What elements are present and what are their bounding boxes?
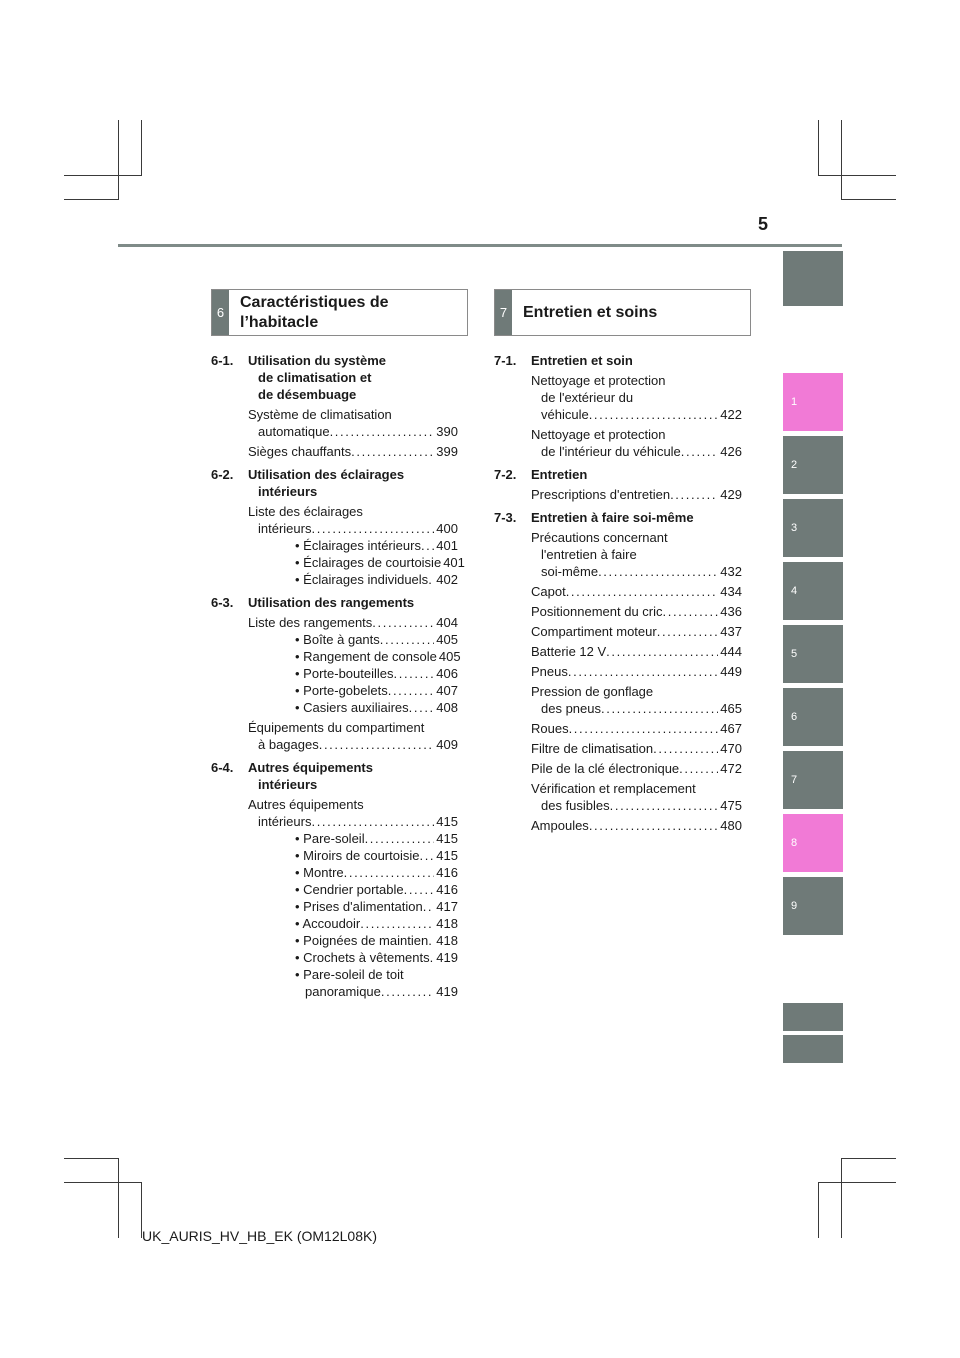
page-ref: 418 bbox=[436, 933, 458, 948]
toc-entry-line bbox=[531, 780, 742, 797]
leader-dots bbox=[663, 603, 719, 620]
chapter-tab-label: 8 bbox=[791, 837, 798, 849]
leader-dots bbox=[598, 563, 718, 580]
toc-entry-line bbox=[248, 719, 458, 736]
toc-entry-text: des pneus bbox=[541, 701, 601, 716]
toc-entry-text: véhicule bbox=[541, 407, 589, 422]
toc-entry-line bbox=[531, 563, 742, 580]
toc-group bbox=[211, 759, 458, 1000]
section-7-title: Entretien et soins bbox=[523, 303, 658, 321]
toc-entry-text: Filtre de climatisation bbox=[531, 741, 654, 756]
toc-entry[interactable] bbox=[248, 614, 461, 716]
page-ref: 399 bbox=[436, 444, 458, 459]
leader-dots bbox=[344, 864, 435, 881]
leader-dots bbox=[670, 486, 718, 503]
toc-subentry[interactable] bbox=[295, 571, 458, 588]
toc-entry-line bbox=[531, 583, 742, 600]
toc-entry-text: Liste des rangements bbox=[248, 615, 373, 630]
page-ref: 408 bbox=[436, 700, 458, 715]
toc-group-title bbox=[531, 509, 742, 526]
toc-group-number: 6-1. bbox=[211, 353, 234, 368]
toc-group-title-line: de désembuage bbox=[258, 387, 357, 402]
toc-entry[interactable] bbox=[531, 643, 742, 660]
toc-entry-line bbox=[248, 503, 458, 520]
chapter-tab-blank[interactable] bbox=[783, 1035, 843, 1063]
toc-subentry-text: • Porte-gobelets bbox=[295, 683, 388, 698]
toc-entry[interactable] bbox=[248, 503, 465, 588]
toc-subentry-text: panoramique bbox=[305, 984, 381, 999]
toc-entry-text: Ampoules bbox=[531, 818, 589, 833]
toc-subentry[interactable] bbox=[295, 864, 458, 881]
leader-dots bbox=[589, 406, 719, 423]
page-ref: 432 bbox=[720, 564, 742, 579]
toc-subentry-text: • Porte-bouteilles bbox=[295, 666, 394, 681]
toc-entry-text: Capot bbox=[531, 584, 566, 599]
toc-entry[interactable] bbox=[248, 443, 458, 460]
toc-entry-text: Batterie 12 V bbox=[531, 644, 607, 659]
toc-entry[interactable] bbox=[531, 817, 742, 834]
toc-entry-text: soi-même bbox=[541, 564, 599, 579]
leader-dots bbox=[566, 583, 719, 600]
leader-dots bbox=[330, 423, 435, 440]
toc-entry-text: l'entretien à faire bbox=[541, 547, 637, 562]
toc-entry-text: Vérification et remplacement bbox=[531, 781, 696, 796]
chapter-tab-label: 7 bbox=[791, 774, 798, 786]
toc-entry[interactable] bbox=[531, 529, 742, 580]
chapter-tab-label: 5 bbox=[791, 648, 798, 660]
page-ref: 401 bbox=[443, 555, 465, 570]
toc-group-title bbox=[248, 352, 458, 403]
toc-entry[interactable] bbox=[531, 663, 742, 680]
toc-group-heading bbox=[211, 466, 458, 500]
toc-subentry[interactable] bbox=[295, 537, 458, 554]
leader-dots bbox=[601, 700, 718, 717]
toc-entry-line bbox=[531, 529, 742, 546]
toc-subentry[interactable] bbox=[295, 830, 458, 847]
toc-subentry-text: • Montre bbox=[295, 865, 344, 880]
section-6-number: 6 bbox=[212, 290, 229, 335]
toc-entry-line bbox=[531, 443, 742, 460]
leader-dots bbox=[319, 736, 435, 753]
leader-dots bbox=[421, 537, 434, 554]
leader-dots bbox=[568, 663, 718, 680]
toc-entry[interactable] bbox=[531, 760, 742, 777]
toc-group-title-line: Utilisation des rangements bbox=[248, 595, 415, 610]
toc-subentry[interactable] bbox=[295, 631, 458, 648]
toc-entry-line bbox=[531, 663, 742, 680]
toc-group-heading bbox=[211, 352, 458, 403]
toc-entry-text: Autres équipements bbox=[248, 797, 364, 812]
toc-entry-line bbox=[248, 614, 458, 631]
leader-dots bbox=[365, 830, 435, 847]
page-ref: 434 bbox=[720, 584, 742, 599]
toc-group-title bbox=[248, 759, 458, 793]
toc-column-6 bbox=[211, 352, 465, 1006]
leader-dots bbox=[589, 817, 718, 834]
toc-group-number: 6-3. bbox=[211, 595, 234, 610]
toc-group-title bbox=[248, 466, 458, 500]
page-ref: 449 bbox=[720, 664, 742, 679]
toc-subentry-text: • Cendrier portable bbox=[295, 882, 404, 897]
page-ref: 409 bbox=[436, 737, 458, 752]
toc-subentry[interactable] bbox=[295, 648, 461, 665]
leader-dots bbox=[569, 720, 719, 737]
toc-subentry-text: • Casiers auxiliaires bbox=[295, 700, 409, 715]
page-ref: 416 bbox=[436, 882, 458, 897]
toc-entry-line bbox=[531, 683, 742, 700]
page-ref: 470 bbox=[720, 741, 742, 756]
toc-entry-text: Équipements du compartiment bbox=[248, 720, 425, 735]
chapter-tab-label: 6 bbox=[791, 711, 798, 723]
toc-entry-line bbox=[531, 406, 742, 423]
toc-column-7 bbox=[494, 352, 742, 840]
leader-dots bbox=[679, 760, 718, 777]
chapter-tab-1[interactable] bbox=[783, 373, 843, 431]
toc-entry[interactable] bbox=[531, 426, 742, 460]
toc-entry-line bbox=[248, 796, 458, 813]
page-ref: 437 bbox=[720, 624, 742, 639]
leader-dots bbox=[681, 443, 719, 460]
toc-group-title bbox=[531, 466, 742, 483]
page-ref: 404 bbox=[436, 615, 458, 630]
page-ref: 419 bbox=[436, 950, 458, 965]
page-ref: 472 bbox=[720, 761, 742, 776]
toc-entry-line bbox=[248, 520, 458, 537]
toc-subentry-text: • Boîte à gants bbox=[295, 632, 380, 647]
toc-group-heading bbox=[494, 466, 742, 483]
toc-group bbox=[494, 352, 742, 460]
toc-entry-line bbox=[531, 389, 742, 406]
toc-subentry-text: • Pare-soleil bbox=[295, 831, 365, 846]
toc-subentry[interactable] bbox=[295, 898, 458, 915]
toc-group-title bbox=[248, 594, 458, 611]
leader-dots bbox=[404, 881, 435, 898]
page-ref: 422 bbox=[720, 407, 742, 422]
header-rule bbox=[118, 244, 842, 247]
toc-group-heading bbox=[494, 352, 742, 369]
toc-entry-line bbox=[531, 623, 742, 640]
page-ref: 415 bbox=[436, 814, 458, 829]
toc-subentry-text: • Éclairages de courtoisie bbox=[295, 555, 442, 570]
toc-entry-text: Roues bbox=[531, 721, 569, 736]
toc-entry[interactable] bbox=[531, 623, 742, 640]
page-ref: 415 bbox=[436, 831, 458, 846]
toc-group-number: 6-2. bbox=[211, 467, 234, 482]
chapter-tab-blank[interactable] bbox=[783, 1003, 843, 1031]
page-ref: 407 bbox=[436, 683, 458, 698]
toc-entry[interactable] bbox=[248, 406, 458, 440]
toc-entry-text: Nettoyage et protection bbox=[531, 373, 666, 388]
toc-entry-text: Sièges chauffants bbox=[248, 444, 352, 459]
leader-dots bbox=[360, 915, 434, 932]
toc-entry-text: intérieurs bbox=[258, 814, 312, 829]
page-ref: 419 bbox=[436, 984, 458, 999]
toc-entry-text: Liste des éclairages bbox=[248, 504, 363, 519]
page-ref: 426 bbox=[720, 444, 742, 459]
page-ref: 405 bbox=[436, 632, 458, 647]
toc-subentry[interactable] bbox=[295, 881, 458, 898]
page-ref: 444 bbox=[720, 644, 742, 659]
page-ref: 418 bbox=[436, 916, 458, 931]
document-code: UK_AURIS_HV_HB_EK (OM12L08K) bbox=[142, 1228, 377, 1244]
toc-entry-text: des fusibles bbox=[541, 798, 610, 813]
toc-entry-text: de l'extérieur du bbox=[541, 390, 634, 405]
toc-entry[interactable] bbox=[531, 372, 742, 423]
chapter-tab-label: 1 bbox=[791, 396, 798, 408]
leader-dots bbox=[311, 813, 434, 830]
leader-dots bbox=[606, 643, 718, 660]
leader-dots bbox=[419, 847, 434, 864]
page-ref: 415 bbox=[436, 848, 458, 863]
toc-entry[interactable] bbox=[531, 720, 742, 737]
section-6-header bbox=[211, 289, 468, 336]
leader-dots bbox=[657, 623, 719, 640]
toc-entry-line bbox=[248, 423, 458, 440]
page-ref: 405 bbox=[438, 649, 461, 664]
leader-dots bbox=[394, 665, 435, 682]
toc-group-title-line: intérieurs bbox=[258, 484, 318, 499]
toc-entry[interactable] bbox=[531, 780, 742, 814]
toc-entry[interactable] bbox=[531, 583, 742, 600]
toc-entry-line bbox=[531, 817, 742, 834]
leader-dots bbox=[409, 699, 435, 716]
chapter-tab-label: 4 bbox=[791, 585, 798, 597]
chapter-tab-2[interactable] bbox=[783, 436, 843, 494]
toc-entry-line bbox=[531, 546, 742, 563]
toc-group-title-line: Entretien et soin bbox=[531, 353, 633, 368]
toc-group-number: 6-4. bbox=[211, 760, 234, 775]
page-ref: 429 bbox=[720, 487, 742, 502]
toc-group-number: 7-2. bbox=[494, 467, 517, 482]
section-7-header bbox=[494, 289, 751, 336]
toc-subentry-text: • Accoudoir bbox=[295, 916, 361, 931]
toc-group-number: 7-3. bbox=[494, 510, 517, 525]
toc-subentry-text: • Rangement de console bbox=[295, 649, 437, 664]
toc-group-title-line: Utilisation des éclairages bbox=[248, 467, 405, 482]
toc-group-title bbox=[531, 352, 742, 369]
chapter-tab-6[interactable] bbox=[783, 688, 843, 746]
leader-dots bbox=[423, 898, 435, 915]
toc-entry-text: Nettoyage et protection bbox=[531, 427, 666, 442]
toc-group-title-line: Autres équipements bbox=[248, 760, 373, 775]
page-ref: 475 bbox=[720, 798, 742, 813]
chapter-tab-8[interactable] bbox=[783, 814, 843, 872]
toc-entry-line bbox=[531, 760, 742, 777]
toc-subentry-text: • Miroirs de courtoisie bbox=[295, 848, 420, 863]
toc-entry[interactable] bbox=[248, 796, 458, 1000]
toc-group-number: 7-1. bbox=[494, 353, 517, 368]
toc-entry-text: automatique bbox=[258, 424, 330, 439]
toc-subentry[interactable] bbox=[295, 682, 458, 699]
page-ref: 465 bbox=[720, 701, 742, 716]
leader-dots bbox=[351, 443, 434, 460]
toc-entry[interactable] bbox=[248, 719, 458, 753]
page-ref: 401 bbox=[436, 538, 458, 553]
toc-entry[interactable] bbox=[531, 740, 742, 757]
toc-subentry-text: • Pare-soleil de toit bbox=[295, 967, 404, 982]
toc-entry-text: Précautions concernant bbox=[531, 530, 668, 545]
leader-dots bbox=[388, 682, 435, 699]
toc-entry-text: Système de climatisation bbox=[248, 407, 392, 422]
toc-entry[interactable] bbox=[531, 683, 742, 717]
leader-dots bbox=[653, 740, 718, 757]
chapter-tab-label: 9 bbox=[791, 900, 798, 912]
toc-entry-line bbox=[531, 740, 742, 757]
toc-entry-line bbox=[531, 643, 742, 660]
toc-group-title-line: Entretien bbox=[531, 467, 588, 482]
chapter-tab-label: 3 bbox=[791, 522, 798, 534]
toc-group bbox=[494, 466, 742, 503]
toc-entry-line bbox=[531, 700, 742, 717]
toc-entry-line bbox=[248, 443, 458, 460]
toc-subentry-text: • Éclairages intérieurs bbox=[295, 538, 421, 553]
toc-entry-line bbox=[248, 736, 458, 753]
toc-subentry[interactable] bbox=[295, 699, 458, 716]
leader-dots bbox=[311, 520, 434, 537]
page-ref: 390 bbox=[436, 424, 458, 439]
toc-entry-line bbox=[531, 372, 742, 389]
chapter-tab-3[interactable] bbox=[783, 499, 843, 557]
toc-entry-line bbox=[531, 603, 742, 620]
toc-entry-text: Positionnement du cric bbox=[531, 604, 663, 619]
toc-subentry[interactable] bbox=[295, 915, 458, 932]
toc-entry-text: à bagages bbox=[258, 737, 319, 752]
toc-entry-text: Pression de gonflage bbox=[531, 684, 654, 699]
leader-dots bbox=[380, 631, 435, 648]
toc-entry-line bbox=[531, 426, 742, 443]
toc-group-title-line: intérieurs bbox=[258, 777, 318, 792]
toc-entry-text: Pneus bbox=[531, 664, 568, 679]
section-7-number: 7 bbox=[495, 290, 512, 335]
page-ref: 402 bbox=[436, 572, 458, 587]
toc-entry-line bbox=[531, 720, 742, 737]
toc-entry-text: intérieurs bbox=[258, 521, 312, 536]
toc-entry-line bbox=[248, 813, 458, 830]
page-ref: 467 bbox=[720, 721, 742, 736]
toc-subentry[interactable] bbox=[295, 949, 458, 966]
toc-subentry-text: • Prises d'alimentation bbox=[295, 899, 423, 914]
toc-group bbox=[494, 509, 742, 834]
toc-entry-line bbox=[531, 797, 742, 814]
chapter-tab-blank[interactable] bbox=[783, 251, 843, 306]
toc-group-title-line: de climatisation et bbox=[258, 370, 372, 385]
toc-group bbox=[211, 466, 465, 588]
toc-subentry[interactable] bbox=[295, 966, 458, 983]
page-ref: 436 bbox=[720, 604, 742, 619]
toc-entry-text: Pile de la clé électronique bbox=[531, 761, 680, 776]
toc-group bbox=[211, 594, 461, 753]
toc-entry-text: Compartiment moteur bbox=[531, 624, 657, 639]
toc-subentry-text: • Crochets à vêtements bbox=[295, 950, 430, 965]
toc-subentry[interactable] bbox=[295, 847, 458, 864]
toc-subentry-text: • Poignées de maintien bbox=[295, 933, 429, 948]
leader-dots bbox=[381, 983, 434, 1000]
page-ref: 406 bbox=[436, 666, 458, 681]
page-ref: 416 bbox=[436, 865, 458, 880]
chapter-tab-9[interactable] bbox=[783, 877, 843, 935]
page-ref: 400 bbox=[436, 521, 458, 536]
toc-entry-line bbox=[531, 486, 742, 503]
page-ref: 417 bbox=[436, 899, 458, 914]
toc-subentry[interactable] bbox=[295, 554, 465, 571]
leader-dots bbox=[610, 797, 719, 814]
toc-group-heading bbox=[211, 759, 458, 793]
section-6-title: Caractéristiques de l’habitacle bbox=[240, 293, 389, 331]
toc-subentry[interactable] bbox=[295, 932, 458, 949]
toc-subentry-continuation bbox=[305, 983, 458, 1000]
toc-entry-line bbox=[248, 406, 458, 423]
chapter-tab-4[interactable] bbox=[783, 562, 843, 620]
toc-group bbox=[211, 352, 458, 460]
chapter-tab-7[interactable] bbox=[783, 751, 843, 809]
page-ref: 480 bbox=[720, 818, 742, 833]
chapter-tab-5[interactable] bbox=[783, 625, 843, 683]
toc-subentry[interactable] bbox=[295, 665, 458, 682]
page-number: 5 bbox=[758, 214, 769, 234]
chapter-tab-label: 2 bbox=[791, 459, 798, 471]
leader-dots bbox=[372, 614, 434, 631]
toc-subentry-text: • Éclairages individuels bbox=[295, 572, 429, 587]
toc-entry-text: Prescriptions d'entretien bbox=[531, 487, 671, 502]
toc-entry[interactable] bbox=[531, 603, 742, 620]
toc-group-title-line: Entretien à faire soi-même bbox=[531, 510, 694, 525]
toc-entry[interactable] bbox=[531, 486, 742, 503]
toc-group-title-line: Utilisation du système bbox=[248, 353, 386, 368]
toc-group-heading bbox=[494, 509, 742, 526]
toc-entry-text: de l'intérieur du véhicule bbox=[541, 444, 681, 459]
toc-group-heading bbox=[211, 594, 458, 611]
